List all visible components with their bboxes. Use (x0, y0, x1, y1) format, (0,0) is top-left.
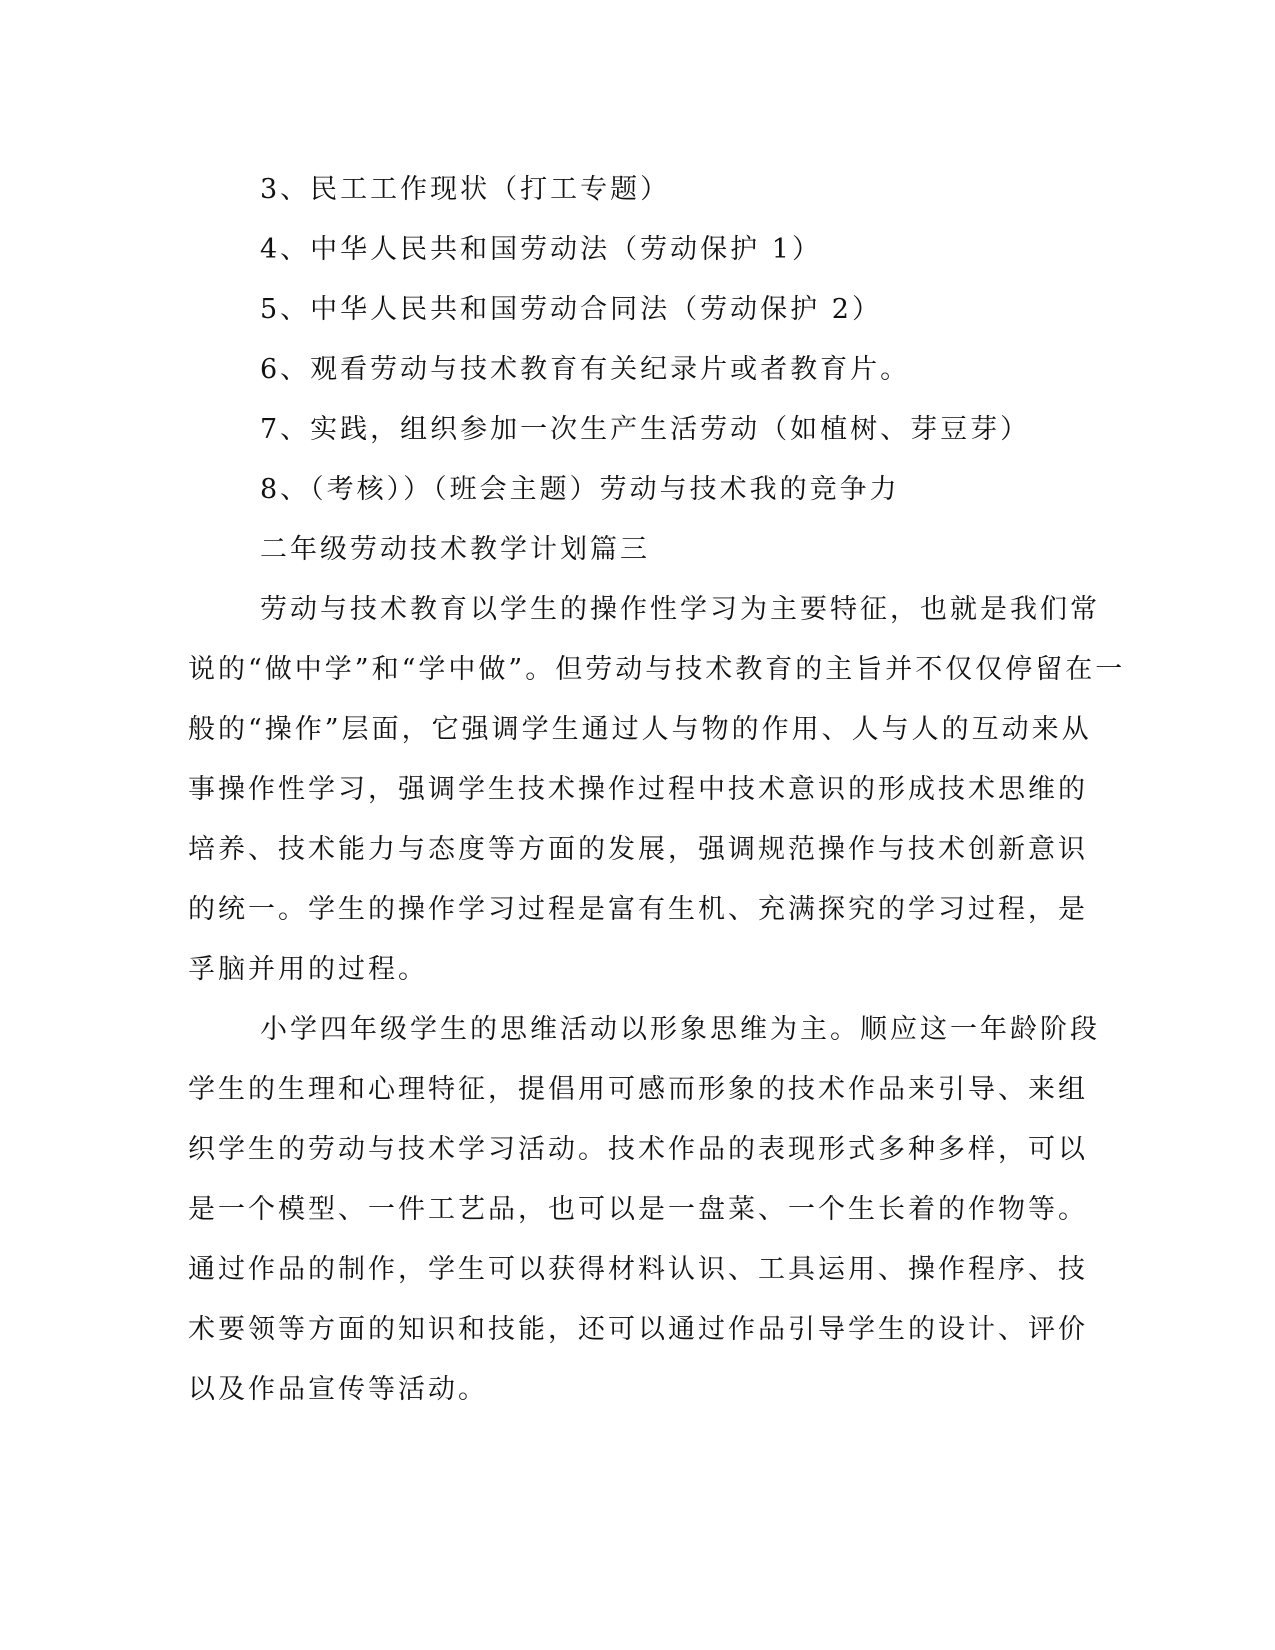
list-item: 7、实践，组织参加一次生产生活劳动（如植树、芽豆芽） (260, 414, 1031, 445)
paragraph-line: 劳动与技术教育以学生的操作性学习为主要特征，也就是我们常 (260, 594, 1100, 625)
paragraph-line: 是一个模型、一件工艺品，也可以是一盘菜、一个生长着的作物等。 (188, 1194, 1088, 1225)
paragraph-line: 孚脑并用的过程。 (188, 954, 428, 985)
paragraph-2 (188, 1000, 1100, 1420)
paragraph-line: 通过作品的制作，学生可以获得材料认识、工具运用、操作程序、技 (188, 1254, 1088, 1285)
list-item: 4、中华人民共和国劳动法（劳动保护 1） (260, 234, 822, 265)
paragraph-line: 术要领等方面的知识和技能，还可以通过作品引导学生的设计、评价 (188, 1314, 1088, 1345)
list-item: 5、中华人民共和国劳动合同法（劳动保护 2） (260, 294, 882, 325)
list-item: 3、民工工作现状（打工专题） (260, 174, 671, 205)
paragraph-line: 学生的生理和心理特征，提倡用可感而形象的技术作品来引导、来组 (188, 1074, 1088, 1105)
paragraph-line: 织学生的劳动与技术学习活动。技术作品的表现形式多种多样，可以 (188, 1134, 1088, 1165)
document-body (188, 160, 1126, 1420)
paragraph-line: 事操作性学习，强调学生技术操作过程中技术意识的形成技术思维的 (188, 774, 1088, 805)
section-title: 二年级劳动技术教学计划篇三 (260, 534, 650, 565)
list-item: 8、（考核））（班会主题）劳动与技术我的竞争力 (260, 474, 900, 505)
paragraph-line: 培养、技术能力与态度等方面的发展，强调规范操作与技术创新意识 (188, 834, 1088, 865)
paragraph-line: 以及作品宣传等活动。 (188, 1374, 488, 1405)
paragraph-line: 小学四年级学生的思维活动以形象思维为主。顺应这一年龄阶段 (260, 1014, 1100, 1045)
paragraph-line: 说的“做中学”和“学中做”。但劳动与技术教育的主旨并不仅仅停留在一 (188, 654, 1126, 685)
paragraph-line: 般的“操作”层面，它强调学生通过人与物的作用、人与人的互动来从 (188, 714, 1092, 745)
paragraph-1 (188, 580, 1126, 1000)
list-item: 6、观看劳动与技术教育有关纪录片或者教育片。 (260, 354, 911, 385)
paragraph-line: 的统一。学生的操作学习过程是富有生机、充满探究的学习过程，是 (188, 894, 1088, 925)
